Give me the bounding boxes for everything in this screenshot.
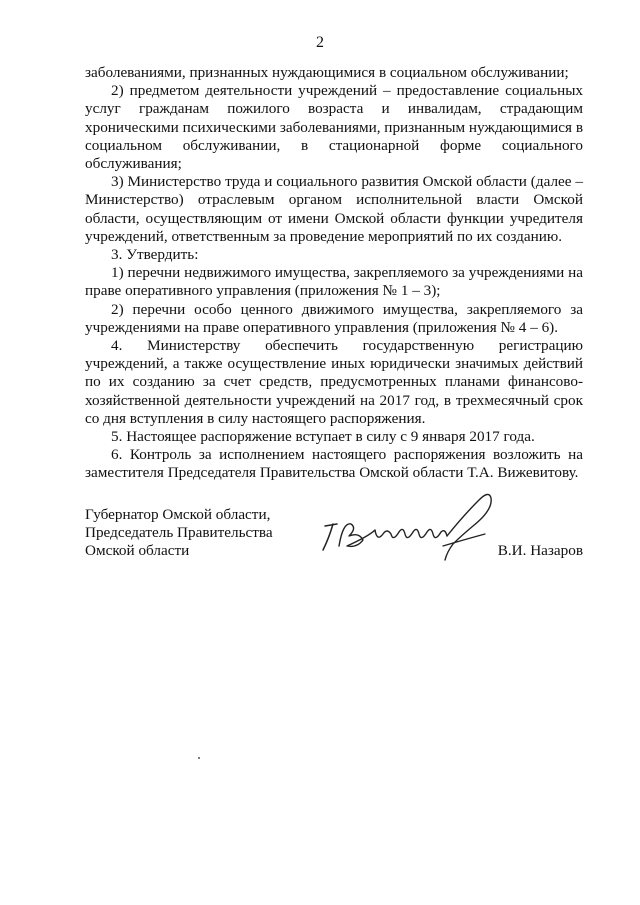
document-body xyxy=(85,64,583,483)
paragraph-section-6-control: 6. Контроль за исполнением настоящего распоряжения возложить на заместителя Председателя Правительства Омской области Т.А. Вижевитову. xyxy=(85,446,583,482)
page-number: 2 xyxy=(316,34,324,51)
paragraph-section-5-effective-date: 5. Настоящее распоряжение вступает в силу с 9 января 2017 года. xyxy=(111,428,535,446)
paragraph-item-2-subject: 2) предметом деятельности учреждений – предоставление социальных услуг гражданам пожилого возраста и инвалидам, страдающим хроническими психическими заболеваниями, признанным нуждающимися в социальном обслуживании, в стационарной форме социального обслуживания; xyxy=(85,82,583,173)
paragraph-section-3-approve: 3. Утвердить: xyxy=(111,246,199,264)
paragraph-section-4-registration: 4. Министерству обеспечить государственную регистрацию учреждений, а также осуществление иных юридически значимых действий по их созданию за счет средств, предусмотренных планами финансово-хозяйственной деятельности учреждений на 2017 год, в трехмесячный срок со дня вступления в силу настоящего распоряжения. xyxy=(85,337,583,427)
paragraph-item-1-real-estate: 1) перечни недвижимого имущества, закрепляемого за учреждениями на праве оперативного управления (приложения № 1 – 3); xyxy=(85,264,583,300)
signatory-title-line: Губернатор Омской области, xyxy=(85,506,271,523)
paragraph-item-2-movable-property: 2) перечни особо ценного движимого имущества, закрепляемого за учреждениями на праве оперативного управления (приложения № 4 – 6). xyxy=(85,300,583,336)
paragraph-item-3-ministry: 3) Министерство труда и социального развития Омской области (далее – Министерство) отраслевым органом исполнительной власти Омской области, осуществляющим от имени Омской области функции учредителя учреждений, ответственным за проведение мероприятий по их созданию. xyxy=(85,173,583,245)
paragraph-continuation: заболеваниями, признанных нуждающимися в социальном обслуживании; xyxy=(85,64,569,81)
signatory-title-line: Председатель Правительства xyxy=(85,524,273,542)
signatory-name: В.И. Назаров xyxy=(497,542,583,559)
signatory-title-line: Омской области xyxy=(85,542,190,560)
scan-speck xyxy=(197,756,201,760)
handwritten-signature xyxy=(313,486,503,566)
signature-block xyxy=(85,502,583,572)
signatory-title xyxy=(85,506,273,561)
